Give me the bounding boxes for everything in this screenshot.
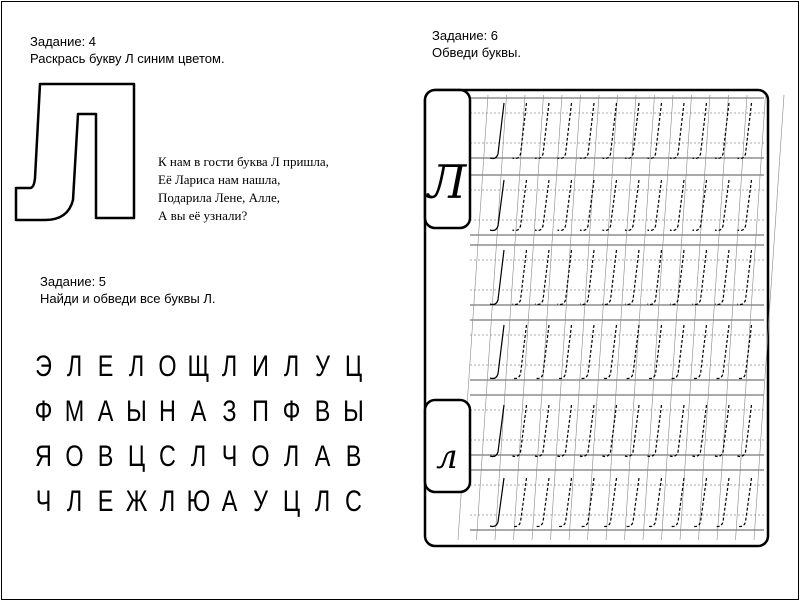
tracing-stroke	[693, 103, 707, 159]
letter-grid-cell[interactable]: Ц	[127, 439, 146, 473]
letter-grid-cell[interactable]: Л	[283, 439, 300, 473]
tracing-stroke	[580, 325, 594, 379]
tracing-stroke	[648, 180, 662, 231]
task-6-title: Задание: 6	[432, 28, 499, 43]
letter-grid-cell[interactable]: А	[97, 394, 114, 428]
tracing-stroke	[603, 180, 617, 231]
letter-grid-cell[interactable]: О	[158, 349, 177, 383]
letter-grid-cell[interactable]: Е	[97, 484, 114, 518]
tracing-stroke	[738, 405, 752, 457]
tracing-stroke	[693, 180, 707, 231]
letter-grid-cell[interactable]: З	[222, 394, 237, 428]
tracing-stroke	[490, 325, 504, 379]
tracing-stroke	[490, 250, 504, 305]
slant-line	[532, 95, 562, 540]
tracing-stroke	[648, 103, 662, 159]
slant-line	[588, 95, 618, 540]
tracing-stroke	[513, 325, 527, 379]
task-4-title: Задание: 4	[30, 34, 97, 49]
letter-grid-cell[interactable]: А	[221, 484, 238, 518]
letter-grid-cell[interactable]: В	[345, 439, 362, 473]
poem-line: Её Лариса нам нашла,	[158, 172, 281, 187]
tracing-stroke	[580, 180, 594, 231]
letter-grid-cell[interactable]: Щ	[187, 349, 210, 383]
letter-grid-cell[interactable]: С	[345, 484, 362, 518]
tracing-stroke	[490, 103, 504, 159]
tracing-stroke	[670, 325, 684, 379]
tracing-stroke	[513, 180, 527, 231]
poem-line: К нам в гости буква Л пришла,	[158, 154, 329, 169]
letter-grid-cell[interactable]: Ы	[126, 394, 147, 428]
tracing-stroke	[715, 250, 729, 305]
letter-grid-cell[interactable]: Ф	[282, 394, 301, 428]
tracing-stroke	[738, 250, 752, 305]
slant-line	[625, 95, 655, 540]
tracing-stroke	[670, 250, 684, 305]
letter-grid-cell[interactable]: Е	[97, 349, 114, 383]
slant-line	[662, 95, 692, 540]
tracing-stroke	[513, 250, 527, 305]
tracing-stroke	[625, 250, 639, 305]
task-6-instruction: Обведи буквы.	[432, 45, 521, 60]
letter-grid-cell[interactable]: Ф	[34, 394, 53, 428]
letter-grid-cell[interactable]: Л	[221, 349, 238, 383]
poem-line: А вы её узнали?	[158, 208, 248, 223]
slant-line	[606, 95, 636, 540]
sample-letter-upper: Л	[427, 155, 467, 209]
slant-line	[569, 95, 599, 540]
letter-grid-cell[interactable]: А	[314, 439, 331, 473]
letter-grid-cell[interactable]: Ч	[35, 484, 52, 518]
tracing-stroke	[603, 103, 617, 159]
letter-grid-cell[interactable]: Н	[159, 394, 176, 428]
letter-grid-cell[interactable]: В	[97, 439, 114, 473]
letter-grid-cell[interactable]: В	[314, 394, 331, 428]
tracing-stroke	[715, 405, 729, 457]
slant-line	[551, 95, 581, 540]
tracing-stroke	[558, 405, 572, 457]
tracing-stroke	[580, 103, 594, 159]
tracing-stroke	[513, 103, 527, 159]
letter-grid-cell[interactable]: Л	[66, 349, 83, 383]
letter-grid-cell[interactable]: М	[64, 394, 85, 428]
task-5-title: Задание: 5	[40, 274, 107, 289]
slant-line	[699, 95, 729, 540]
letter-grid-cell[interactable]: Я	[35, 439, 52, 473]
tracing-stroke	[670, 478, 684, 527]
tracing-stroke	[693, 250, 707, 305]
tracing-stroke	[670, 405, 684, 457]
tracing-stroke	[490, 180, 504, 231]
letter-grid-cell[interactable]: Ц	[344, 349, 363, 383]
tracing-stroke	[580, 405, 594, 457]
slant-line	[477, 95, 507, 540]
letter-grid-cell[interactable]: О	[251, 439, 270, 473]
letter-grid-cell[interactable]: О	[65, 439, 84, 473]
letter-grid-cell[interactable]: Ч	[221, 439, 238, 473]
letter-grid-cell[interactable]: Л	[190, 439, 207, 473]
tracing-stroke	[715, 103, 729, 159]
letter-grid-cell[interactable]: Ю	[186, 484, 211, 518]
tracing-stroke	[535, 250, 549, 305]
tracing-stroke	[535, 405, 549, 457]
letter-grid-cell[interactable]: П	[252, 394, 269, 428]
tracing-stroke	[603, 250, 617, 305]
letter-grid-cell[interactable]: Ж	[125, 484, 148, 518]
letter-grid-cell[interactable]: У	[253, 484, 268, 518]
tracing-stroke	[490, 478, 504, 527]
tracing-stroke	[603, 325, 617, 379]
slant-line	[717, 95, 747, 540]
letter-grid-cell[interactable]: Л	[128, 349, 145, 383]
poem-line: Подарила Лене, Алле,	[158, 190, 280, 205]
tracing-stroke	[670, 180, 684, 231]
letter-grid-cell[interactable]: Л	[66, 484, 83, 518]
slant-line	[514, 95, 544, 540]
slant-line	[495, 95, 525, 540]
tracing-stroke	[648, 405, 662, 457]
slant-line	[680, 95, 710, 540]
tracing-stroke	[490, 405, 504, 457]
letter-grid-cell[interactable]: Л	[159, 484, 176, 518]
tracing-stroke	[535, 325, 549, 379]
letter-grid-cell[interactable]: Л	[283, 349, 300, 383]
task-4-instruction: Раскрась букву Л синим цветом.	[30, 51, 225, 66]
slant-line	[736, 95, 766, 540]
slant-line	[643, 95, 673, 540]
letter-grid-cell[interactable]: Э	[35, 349, 52, 383]
letter-grid-cell[interactable]: Ы	[343, 394, 364, 428]
letter-grid-cell[interactable]: Л	[314, 484, 331, 518]
tracing-stroke	[535, 103, 549, 159]
letter-grid-cell[interactable]: Ц	[282, 484, 301, 518]
task-5-instruction: Найди и обведи все буквы Л.	[40, 291, 216, 306]
tracing-stroke	[693, 325, 707, 379]
tracing-stroke	[715, 325, 729, 379]
sample-letter-lower: л	[436, 437, 458, 477]
letter-grid-cell[interactable]: У	[315, 349, 330, 383]
letter-grid-cell[interactable]: И	[252, 349, 269, 383]
letter-grid-cell[interactable]: А	[190, 394, 207, 428]
tracing-stroke	[558, 180, 572, 231]
letter-grid-cell[interactable]: С	[159, 439, 176, 473]
